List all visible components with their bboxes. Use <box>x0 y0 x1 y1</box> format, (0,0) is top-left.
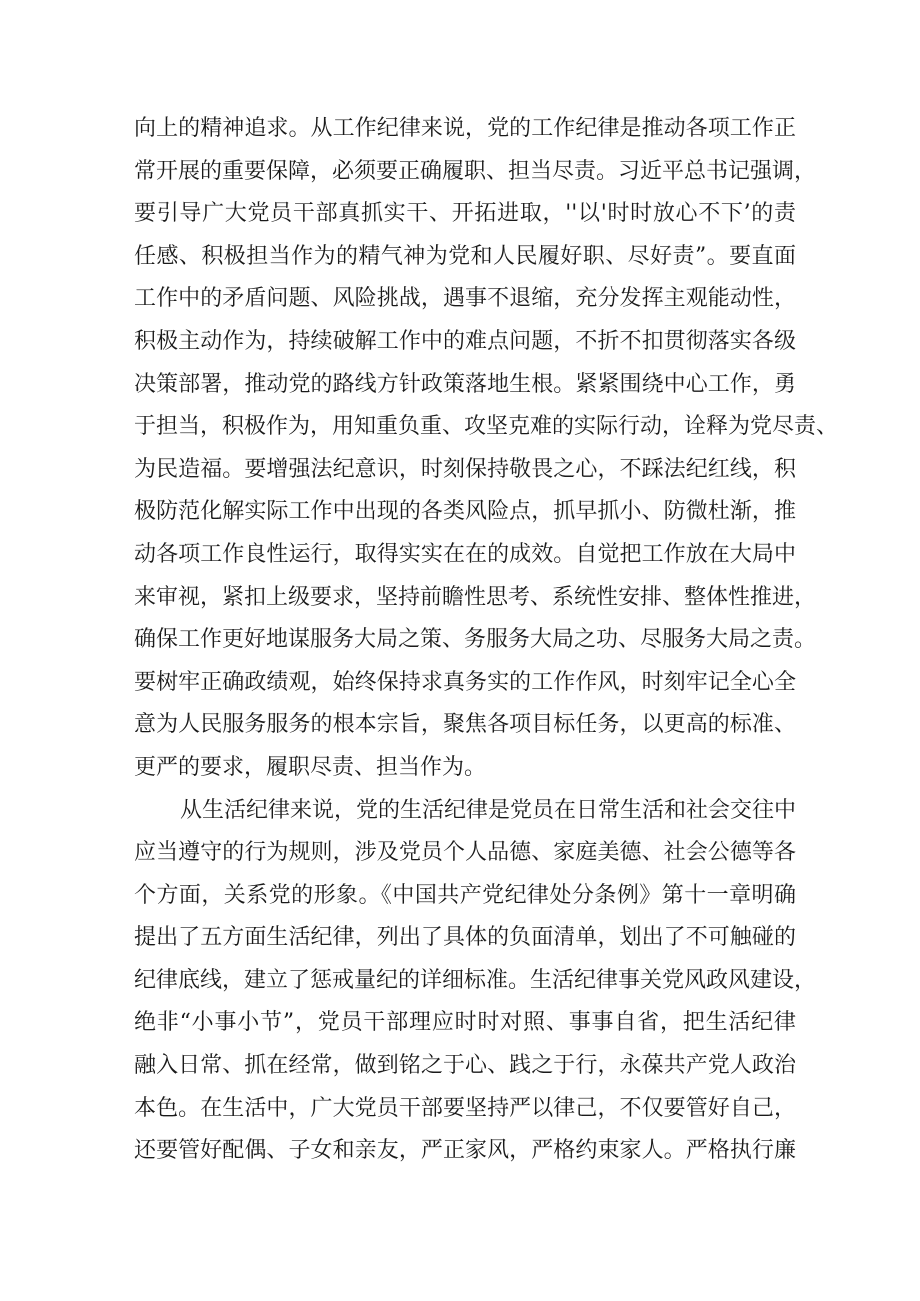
text-line: 本色。在生活中，广大党员干部要坚持严以律己，不仅要管好自己， <box>134 1095 796 1121</box>
text-line: 应当遵守的行为规则，涉及党员个人品德、家庭美德、社会公德等各 <box>134 840 796 866</box>
text-line: 融入日常、抓在经常，做到铭之于心、践之于行，永葆共产党人政治 <box>134 1053 796 1079</box>
text-line: 决策部署，推动党的路线方针政策落地生根。紧紧围绕中心工作，勇 <box>134 371 796 397</box>
text-line: 从生活纪律来说，党的生活纪律是党员在日常生活和社会交往中 <box>180 797 797 823</box>
text-line: 纪律底线，建立了惩戒量纪的详细标准。生活纪律事关党风政风建设， <box>134 967 817 993</box>
text-line: 常开展的重要保障，必须要正确履职、担当尽责。习近平总书记强调， <box>134 158 817 184</box>
text-line: 还要管好配偶、子女和亲友，严正家风，严格约束家人。严格执行廉 <box>134 1138 796 1164</box>
text-line: 提出了五方面生活纪律，列出了具体的负面清单，划出了不可触碰的 <box>134 925 796 951</box>
text-line: 更严的要求，履职尽责、担当作为。 <box>134 754 487 780</box>
text-line: 积极主动作为，持续破解工作中的难点问题，不折不扣贯彻落实各级 <box>134 328 796 354</box>
text-line: 意为人民服务服务的根本宗旨，聚焦各项目标任务，以更高的标准、 <box>134 712 796 738</box>
text-line: 动各项工作良性运行，取得实实在在的成效。自觉把工作放在大局中 <box>134 541 796 567</box>
text-line: 绝非“小事小节”，党员干部理应时时对照、事事自省，把生活纪律 <box>134 1010 796 1036</box>
text-line: 任感、积极担当作为的精气神为党和人民履好职、尽好责”。要直面 <box>134 243 796 269</box>
text-line: 要引导广大党员干部真抓实干、开拓进取，''以'时时放心不下’的责 <box>134 201 796 227</box>
body-text <box>134 108 839 1173</box>
text-line: 个方面，关系党的形象。《中国共产党纪律处分条例》第十一章明确 <box>134 882 796 908</box>
text-line: 极防范化解实际工作中出现的各类风险点，抓早抓小、防微杜渐，推 <box>134 499 796 525</box>
text-line: 要树牢正确政绩观，始终保持求真务实的工作作风，时刻牢记全心全 <box>134 669 796 695</box>
text-line: 来审视，紧扣上级要求，坚持前瞻性思考、系统性安排、整体性推进， <box>134 584 817 610</box>
text-line: 于担当，积极作为，用知重负重、攻坚克难的实际行动，诠释为党尽责、 <box>134 414 839 440</box>
text-line: 确保工作更好地谋服务大局之策、务服务大局之功、尽服务大局之责。 <box>134 627 817 653</box>
text-line: 工作中的矛盾问题、风险挑战，遇事不退缩，充分发挥主观能动性， <box>134 286 796 312</box>
text-line: 为民造福。要增强法纪意识，时刻保持敬畏之心，不踩法纪红线，积 <box>134 456 796 482</box>
text-line: 向上的精神追求。从工作纪律来说，党的工作纪律是推动各项工作正 <box>134 116 796 141</box>
